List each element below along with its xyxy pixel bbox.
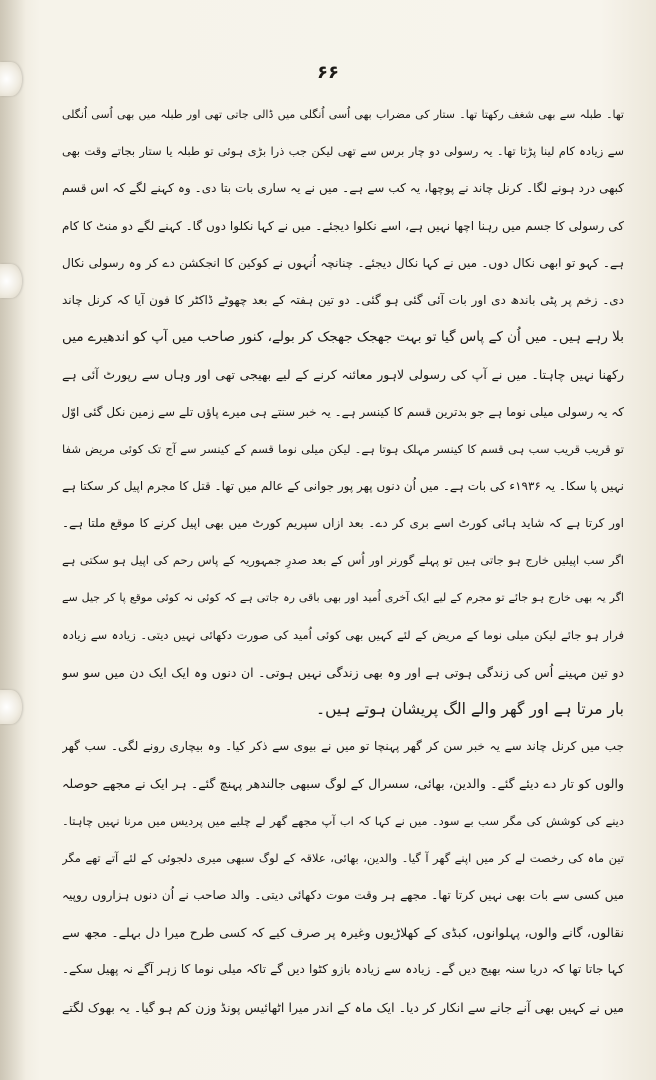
text-line: اگر سب اپیلیں خارج ہو جاتی ہیں تو پہلے گورنر اور اُس کے بعد صدرِ جمہوریہ کے پاس رحم کی اپیل ہو سکتی ہے [62,553,624,568]
text-line: اور کرتا ہے کہ شاید ہائی کورٹ اسے بری کر دے۔ بعد ازاں سپریم کورٹ میں بھی اپیل کرنے کا موقع ملتا ہے۔ [62,516,624,531]
text-line: تین ماہ کی رخصت لے کر میں اپنے گھر آ گیا۔ والدین، بھائی، علاقہ کے لوگ سبھی میری دلجوئی کے لئے آتے تھے مگر [62,850,624,865]
text-line: تو قریب قریب سب ہی قسم کا کینسر مہلک ہوتا ہے۔ لیکن میلی نوما قسم کے کینسر سے آج تک کوئی مریض شفا [62,441,624,456]
text-line: ہے۔ کہو تو ابھی نکال دوں۔ میں نے کہا نکال دیجئے۔ چنانچہ اُنہوں نے کوکین کا انجکشن دے کر وہ رسولی نکال [62,255,624,270]
punch-hole [0,690,22,724]
text-line: میں کسی سے بات بھی نہیں کرتا تھا۔ مجھے ہر وقت موت دکھائی دیتی۔ والد صاحب نے اُن دنوں ہزاروں روپیہ [62,887,624,902]
text-line: کبھی درد ہونے لگا۔ کرنل چاند نے پوچھا، یہ کب سے ہے۔ میں نے یہ ساری بات بتا دی۔ وہ کہنے لگے کہ اس قسم [62,181,624,196]
text-line: اگر یہ بھی خارج ہو جائے تو مجرم کے لیے ایک آخری اُمید اور بھی باقی رہ جاتی ہے کہ کوئی نہ کوئی موقع پا کر جیل سے [62,591,624,605]
text-line: تھا۔ طبلہ سے بھی شغف رکھتا تھا۔ ستار کی مضراب بھی اُسی اُنگلی میں ڈالی جاتی تھی اور طبلہ میں بھی اُسی اُنگلی [62,108,624,121]
punch-hole [0,264,22,298]
text-line: بلا رہے ہیں۔ میں اُن کے پاس گیا تو بہت جھجک جھجک کر بولے، کنور صاحب میں آپ کو اندھیرے میں [62,329,624,346]
text-line: سے زیادہ کام لینا پڑتا تھا۔ یہ رسولی دو چار برس سے تھی لیکن جب ذرا بڑی ہوئی تو طبلہ یا ستار بجاتے وقت بھی [62,144,624,159]
page-number: ۶۶ [317,62,339,83]
text-line: بار مرتا ہے اور گھر والے الگ پریشان ہوتے ہیں۔ [315,700,624,718]
text-line: میں نے کہیں بھی آنے جانے سے انکار کر دیا۔ ایک ماہ کے اندر میرا اٹھائیس پونڈ وزن کم ہو گیا۔ یہ بھوک لگتے [62,999,624,1015]
binding-shadow [0,0,26,1080]
text-line: کی رسولی کا جسم میں رہنا اچھا نہیں ہے، اسے نکلوا دیجئے۔ میں نے کہا نکلوا دوں گا۔ کہنے لگے دو منٹ کا کام [62,218,624,233]
text-line: جب میں کرنل چاند سے یہ خبر سن کر گھر پہنچا تو میں نے بیوی سے ذکر کیا۔ وہ بیچاری رونے لگی۔ سب گھر [62,739,624,754]
text-line: دینے کی کوشش کی مگر سب بے سود۔ میں نے کہا کہ اب آپ مجھے گھر لے چلیے میں پردیس میں مرنا نہیں چاہتا۔ [62,813,624,828]
body-text [62,96,624,1056]
text-line: دو تین مہینے اُس کی زندگی ہوتی ہے اور وہ بھی زندگی نہیں ہوتی۔ ان دنوں وہ ایک ایک دن میں سو سو [62,664,624,680]
text-line: کہ یہ رسولی میلی نوما ہے جو بدترین قسم کا کینسر ہے۔ یہ خبر سنتے ہی میرے پاؤں تلے سے زمین نکل گئی اوّل [62,404,624,419]
text-line: دی۔ زخم پر پٹی باندھ دی اور بات آئی گئی ہو گئی۔ دو تین ہفتہ کے بعد چھوٹے ڈاکٹر کا فون آیا کہ کرنل چاند [62,292,624,307]
text-line: رکھنا نہیں چاہتا۔ میں نے آپ کی رسولی لاہور معائنہ کرنے کے لیے بھیجی تھی اور وہاں سے رپورٹ آئی ہے [62,367,624,383]
text-line: نہیں پا سکا۔ یہ ۱۹۳۶ء کی بات ہے۔ میں اُن دنوں پھر پور جوانی کے عالم میں تھا۔ قتل کا مجرم اپیل کر سکتا ہے [62,478,624,493]
text-line: فرار ہو جائے لیکن میلی نوما کے مریض کے لئے کہیں بھی کوئی اُمید کی صورت دکھائی نہیں دیتی۔ زیادہ سے زیادہ [62,627,624,642]
text-line: نقالوں، گانے والوں، پہلوانوں، کبڈی کے کھلاڑیوں وغیرہ پر صرف کیے کہ کسی طرح میرا دل بہلے۔ مجھ سے [62,925,624,941]
text-line: والوں کو تار دے دیئے گئے۔ والدین، بھائی، سسرال کے لوگ سبھی جالندھر پہنچ گئے۔ ہر ایک نے مجھے حوصلہ [62,776,624,792]
text-line: کہا جاتا تھا کہ دریا سنہ بھیج دیں گے۔ زیادہ سے زیادہ بازو کٹوا دیں گے تاکہ میلی نوما کا زہر آگے نہ پھیل سکے۔ [62,962,624,977]
